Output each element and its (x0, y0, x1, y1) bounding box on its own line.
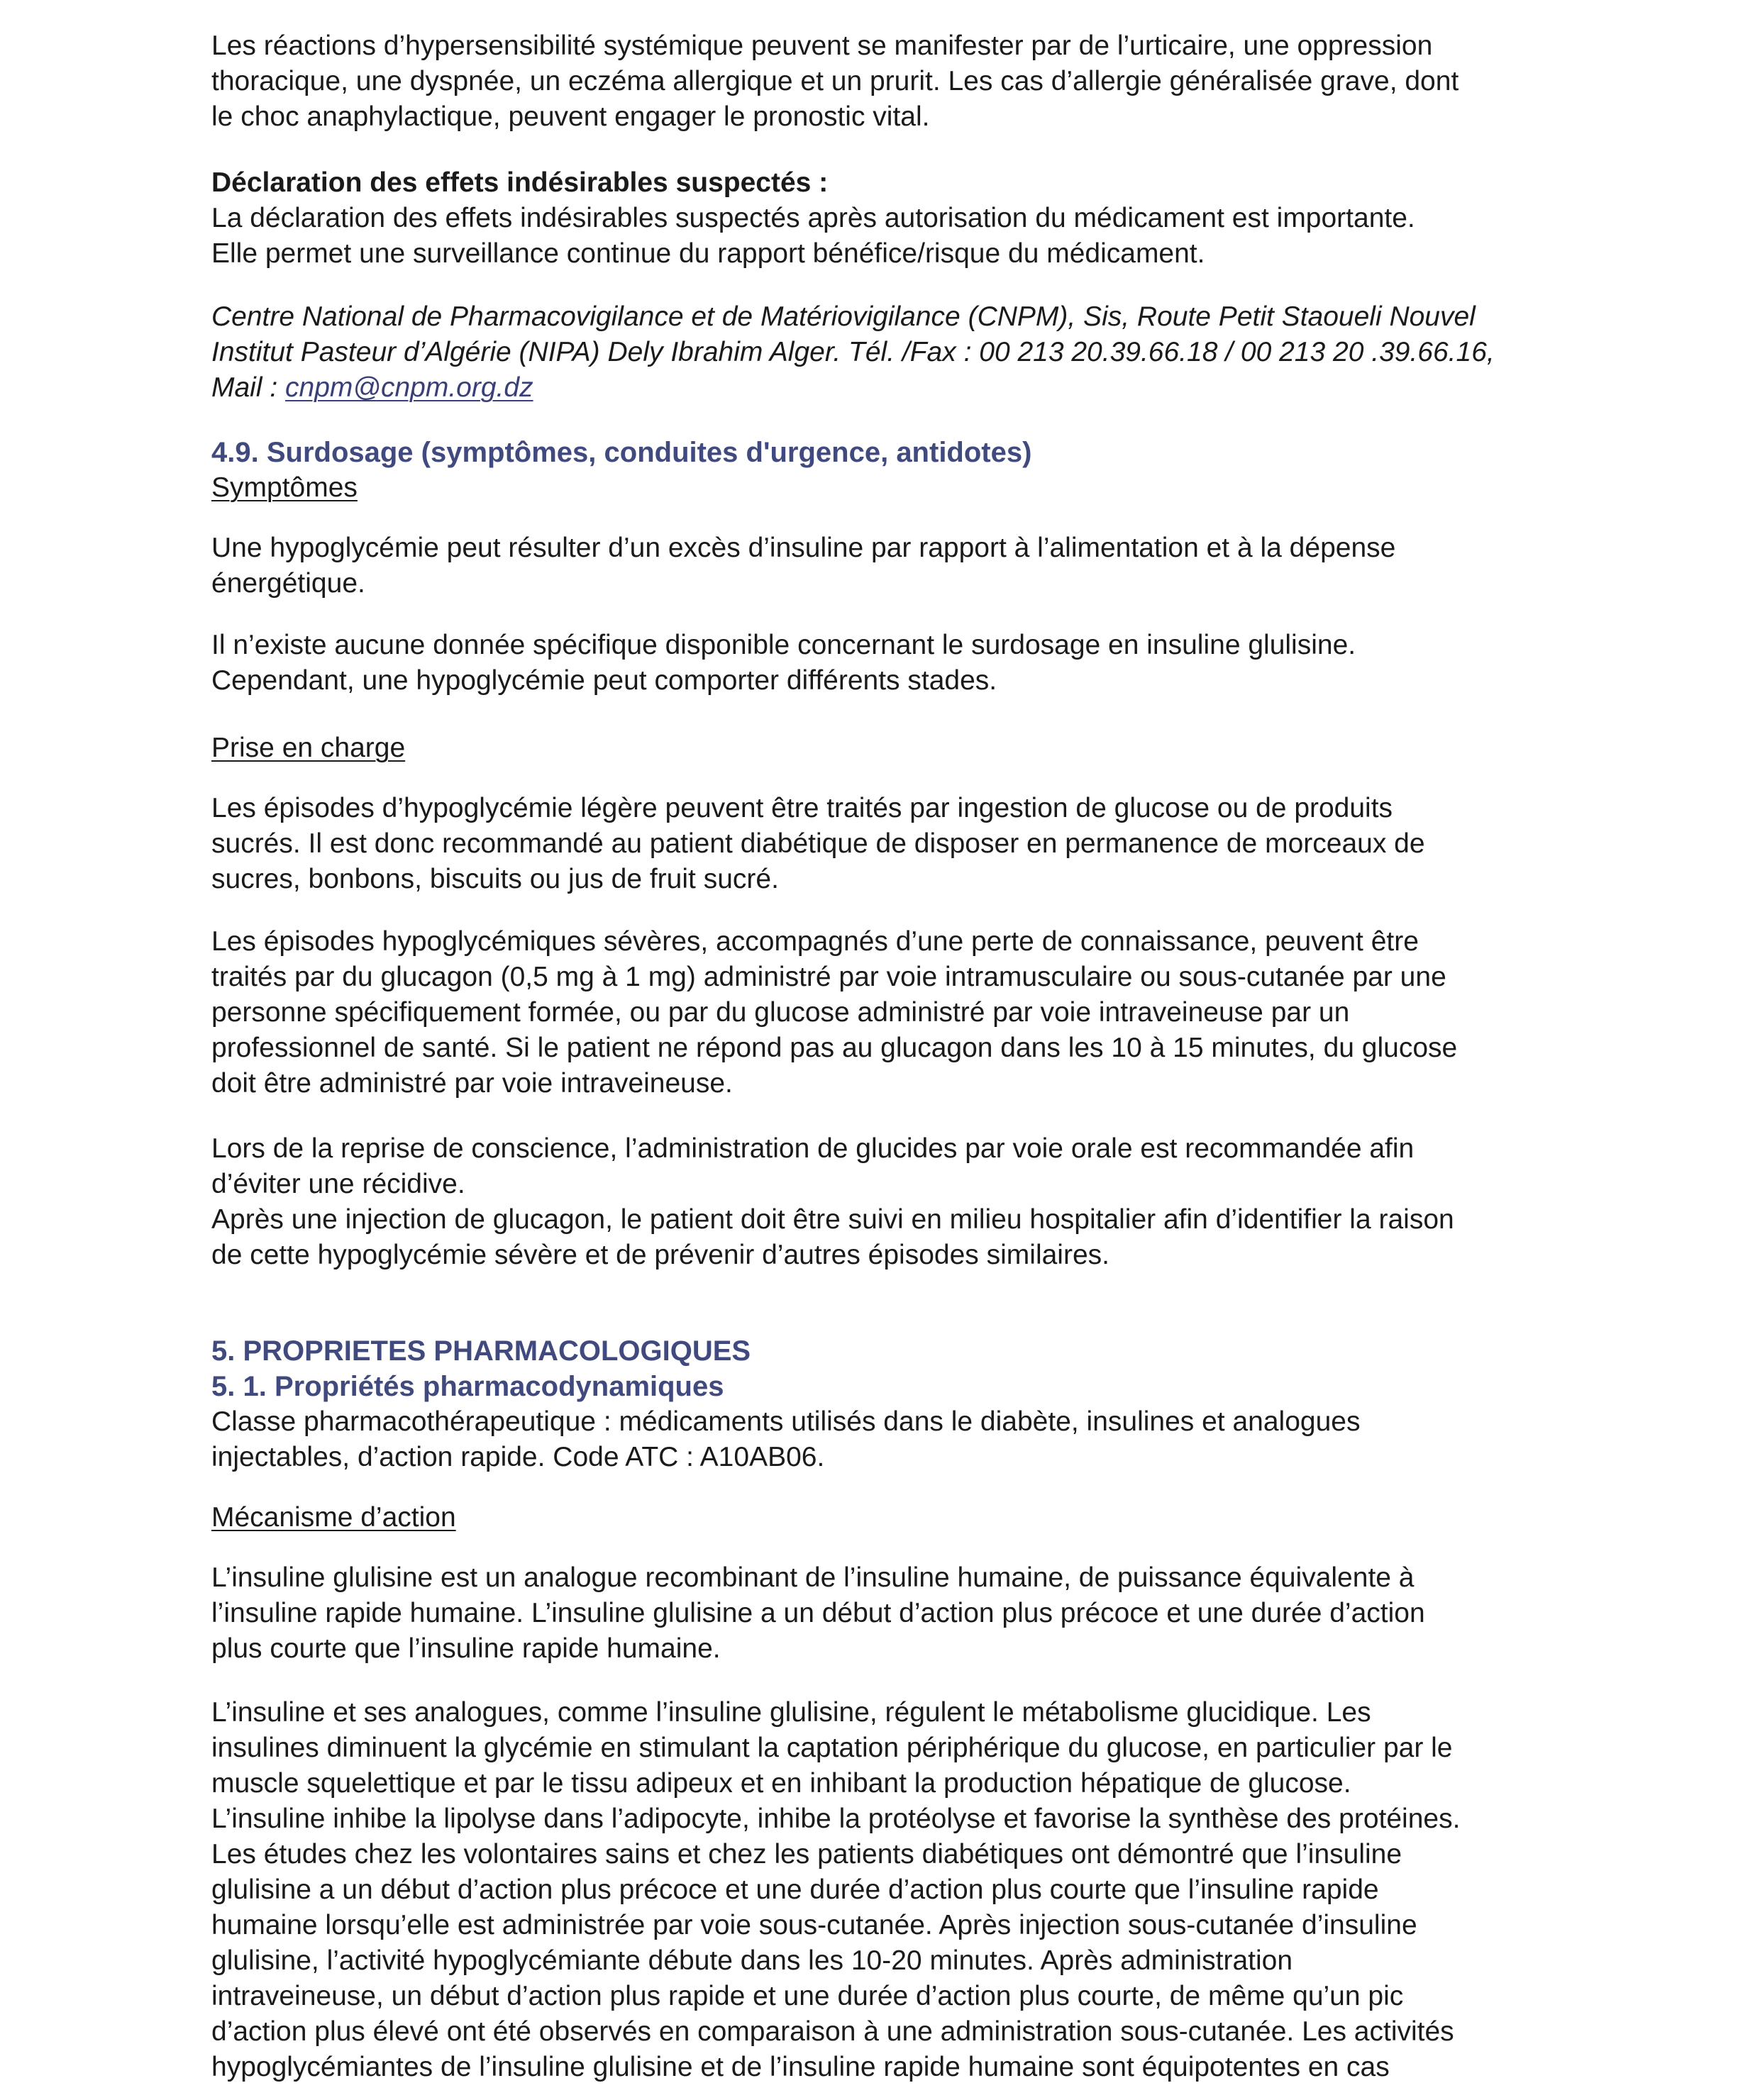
declaration-paragraph (211, 201, 1415, 272)
email-link[interactable]: cnpm@cnpm.org.dz (285, 372, 533, 403)
text-line: glulisine, l’activité hypoglycémiante débute dans les 10-20 minutes. Après administration (211, 1945, 1293, 1976)
management-label: Prise en charge (211, 733, 406, 763)
management-paragraph-1 (211, 791, 1425, 897)
text-line: Il n’existe aucune donnée spécifique disponible concernant le surdosage en insuline glulisine. (211, 630, 1356, 660)
text-line: L’insuline et ses analogues, comme l’insuline glulisine, régulent le métabolisme glucidique. Les (211, 1697, 1371, 1728)
text-line: hypoglycémiantes de l’insuline glulisine et de l’insuline rapide humaine sont équipotentes en cas (211, 2052, 1390, 2082)
section-5-1-heading: 5. 1. Propriétés pharmacodynamiques (211, 1371, 724, 1402)
management-paragraph-2 (211, 924, 1457, 1101)
mechanism-paragraph-1 (211, 1560, 1425, 1667)
text-line: plus courte que l’insuline rapide humaine. (211, 1633, 721, 1664)
mail-line (211, 370, 1495, 406)
text-line: Après une injection de glucagon, le patient doit être suivi en milieu hospitalier afin d’identifier la raison (211, 1204, 1454, 1235)
text-line: La déclaration des effets indésirables suspectés après autorisation du médicament est importante. (211, 203, 1415, 233)
text-line: personne spécifiquement formée, ou par du glucose administré par voie intraveineuse par un (211, 997, 1350, 1028)
hypersensitivity-paragraph (211, 28, 1459, 135)
mail-label: Mail : (211, 372, 286, 403)
text-line: injectables, d’action rapide. Code ATC : A10AB06. (211, 1442, 825, 1472)
text-line: Cependant, une hypoglycémie peut comporter différents stades. (211, 665, 997, 696)
mechanism-paragraph-2 (211, 1695, 1460, 2085)
text-line: le choc anaphylactique, peuvent engager le pronostic vital. (211, 101, 930, 132)
text-line: Les épisodes d’hypoglycémie légère peuvent être traités par ingestion de glucose ou de produits (211, 793, 1393, 823)
text-line: Classe pharmacothérapeutique : médicaments utilisés dans le diabète, insulines et analogues (211, 1406, 1361, 1437)
text-line: doit être administré par voie intraveineuse. (211, 1068, 733, 1099)
text-line: insulines diminuent la glycémie en stimulant la captation périphérique du glucose, en particulier par le (211, 1733, 1453, 1763)
text-line: Elle permet une surveillance continue du rapport bénéfice/risque du médicament. (211, 238, 1205, 269)
management-paragraph-3 (211, 1131, 1454, 1273)
text-line: énergétique. (211, 568, 365, 599)
text-line: Lors de la reprise de conscience, l’administration de glucides par voie orale est recommandée afin (211, 1133, 1415, 1164)
text-line: d’action plus élevé ont été observés en comparaison à une administration sous-cutanée. Les activités (211, 2016, 1454, 2047)
section-4-9-heading: 4.9. Surdosage (symptômes, conduites d'urgence, antidotes) (211, 437, 1032, 468)
text-line: intraveineuse, un début d’action plus rapide et une durée d’action plus courte, de même qu’un pic (211, 1981, 1404, 2011)
text-line: Une hypoglycémie peut résulter d’un excès d’insuline par rapport à l’alimentation et à la dépense (211, 533, 1396, 563)
text-line: traités par du glucagon (0,5 mg à 1 mg) administré par voie intramusculaire ou sous-cutanée par une (211, 962, 1446, 992)
text-line: Institut Pasteur d’Algérie (NIPA) Dely Ibrahim Alger. Tél. /Fax : 00 213 20.39.66.18 / 00 213 20 .39.66.16, (211, 337, 1495, 367)
cnpm-contact (211, 299, 1495, 406)
text-line: sucrés. Il est donc recommandé au patient diabétique de disposer en permanence de morceaux de (211, 828, 1425, 859)
text-line: glulisine a un début d’action plus précoce et une durée d’action plus courte que l’insuline rapide (211, 1874, 1379, 1905)
declaration-title: Déclaration des effets indésirables suspectés : (211, 167, 829, 198)
symptoms-paragraph-2 (211, 628, 1356, 699)
text-line: Les réactions d’hypersensibilité systémique peuvent se manifester par de l’urticaire, une oppression (211, 30, 1433, 61)
symptoms-paragraph-1 (211, 530, 1395, 601)
section-5-heading: 5. PROPRIETES PHARMACOLOGIQUES (211, 1335, 751, 1367)
symptoms-label: Symptômes (211, 472, 358, 503)
text-line: L’insuline glulisine est un analogue recombinant de l’insuline humaine, de puissance équivalente à (211, 1562, 1415, 1593)
text-line: muscle squelettique et par le tissu adipeux et en inhibant la production hépatique de glucose. (211, 1768, 1351, 1799)
text-line: professionnel de santé. Si le patient ne répond pas au glucagon dans les 10 à 15 minutes, du glucose (211, 1033, 1458, 1063)
text-line: d’éviter une récidive. (211, 1169, 465, 1199)
mechanism-label: Mécanisme d’action (211, 1502, 456, 1533)
text-line: Les épisodes hypoglycémiques sévères, accompagnés d’une perte de connaissance, peuvent être (211, 926, 1419, 957)
text-line: l’insuline rapide humaine. L’insuline glulisine a un début d’action plus précoce et une durée d’action (211, 1598, 1425, 1628)
text-line: sucres, bonbons, biscuits ou jus de fruit sucré. (211, 864, 779, 894)
text-line: humaine lorsqu’elle est administrée par voie sous-cutanée. Après injection sous-cutanée d’insuline (211, 1910, 1417, 1940)
text-line: Centre National de Pharmacovigilance et de Matériovigilance (CNPM), Sis, Route Petit Staoueli Nouvel (211, 301, 1476, 332)
pharmacotherapeutic-class (211, 1404, 1360, 1475)
text-line: L’insuline inhibe la lipolyse dans l’adipocyte, inhibe la protéolyse et favorise la synthèse des protéines. (211, 1804, 1461, 1834)
text-line: thoracique, une dyspnée, un eczéma allergique et un prurit. Les cas d’allergie généralisée grave, dont (211, 66, 1459, 96)
text-line: de cette hypoglycémie sévère et de prévenir d’autres épisodes similaires. (211, 1240, 1109, 1270)
text-line: Les études chez les volontaires sains et chez les patients diabétiques ont démontré que l’insuline (211, 1839, 1402, 1870)
